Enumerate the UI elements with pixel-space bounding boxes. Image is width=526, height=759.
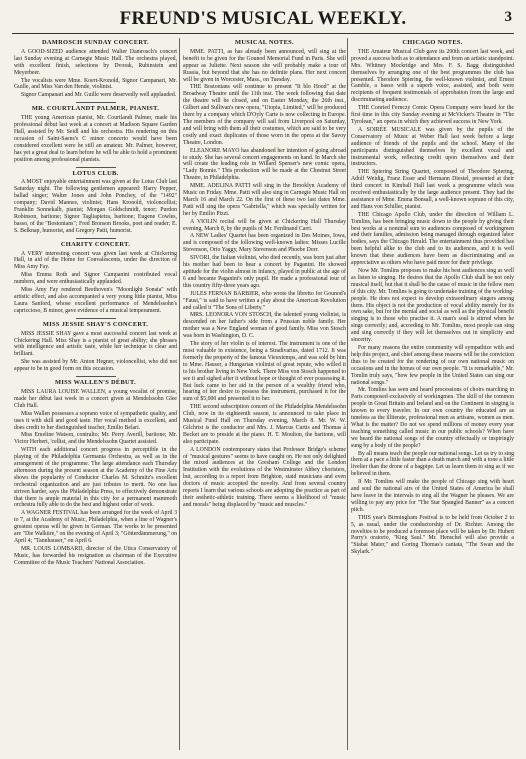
article-paragraph: MME. PATTI, as has already been announced, will sing at the benefit to be given for the Gounod Memorial Fund in Paris. She will appear as Juliette. Next season she will probably make a tour of Russia, but beyond that she has no definite plans. Her next concert will be given in Worcester, Mass., on Tuesday. [183, 48, 346, 83]
article-paragraph: SIVORI, the Italian violinist, who died recently, was born just after his mother had been to hear a concert by Paganini. He showed aptitude for the violin almost in infancy, played in public at the age of 6 and became Paganini's only pupil. He made a professional tour of this country fifty-three years ago. [183, 255, 346, 289]
article-paragraph: THE second subscription concert of the Philadelphia Mendelssohn Club, now in its eighteenth season, is announced to take place in Musical Fund Hall on Thursday evening, March 8. Mr. W. W. Gilchrist is the conductor and Mrs. J. Marcus Curtis and Thomas à Becket are to preside at the piano. H. T. Moulton, the baritone, will also participate. [183, 404, 346, 445]
article-paragraph: For many reasons the entire community will sympathize with and help this project, and chief among these reasons will be the conviction thus to be created for the rendering of our own national music on occasions and in the homes of our own people. "It is remarkable," Mr. Tomlin truly says, "how few people in the United States can sing our national songs." [351, 344, 514, 386]
masthead-rule [12, 33, 514, 34]
article-paragraph: JULES FERNAN BARBIER, who wrote the libretto for Gounod's "Faust," is said to have written a play about the American Revolution and called it "The Sons of Liberty." [183, 290, 346, 311]
article-paragraph: MISS JESSIE SHAY gave a most successful concert last week at Chickering Hall. Miss Shay is a pianist of great ability; she phrases with intelligence and artistic taste, while her technique is clear and brilliant. [14, 330, 177, 358]
article-paragraph: A NEW Ladies' Quartet has been organized in Des Moines, Iowa, and is composed of the following well-known ladies: Misses Lucille Stevenson, Orio Yaggy, Mary Stevenson and Phoebe Dorr. [183, 233, 346, 254]
article-paragraph: The vocalists were Mme. Koert-Kronold, Signor Campanari, Mr. Guille, and Miss Van den Hende, violinist. [14, 77, 177, 91]
article-paragraph: Mr. Tomlins has seen and heard processions of choirs marching in Paris composed exclusively of workingmen. The skill of the common people in Great Britain and Ireland and on the Continent in singing is known to every traveler. In our own country the educated are as tuneless as the illiterate, professional men as artisans, women as men. What is the matter? Do not we spend millions of money every year teaching something called music in our public schools? When have we heard the national songs of the country effectually or inspiringly sung by a body of the people? [351, 387, 514, 449]
article-paragraph: MME. ADELINA PATTI will sing in the Brooklyn Academy of Music on Friday. Mme. Patti will also sing in Carnegie Music Hall on March 16 and March 22. On the first of these two last dates Mme. Patti will sing the opera "Gabriella," which was specially written for her by Emilio Pizzi. [183, 183, 346, 217]
article-paragraph: WITH each additional concert progress in perceptible in the playing of the Philadelphia Germania Orchestra, as well as in the arrangement of the programme. The large attendance each Thursday afternoon during the present season at the Academy of the Fine Arts shows the popularity of Conductor Charles M. Schmitz's excellent orchestral organization and are just tributes to merit. No one has striven harder, says the Philadelphia Press, to effectively demonstrate that there is ample material in this city for a permanent mammoth orchestra fully able to do the best and highest order of work. [14, 447, 177, 509]
article-paragraph: MISS LAURA LOUISE WALLEN, a young vocalist of promise, made her début last week in a concert given at Mendelssohn Glee Club Hall. [14, 388, 177, 409]
article-paragraph: Now Mr. Tomlins proposes to make his best audiences sing as well as listen to singing. He desires that the Apollo Club shall be not only musical itself, but that it shall be the cause of music in the fellow men of this city. Mr. Tomlins is going to undertake training of the working-people. He does not expect to develop extraordinary singers among them. His object is not the production of vocal ability merely for its own sake, but for the mental and social as well as the physical benefit singing is to those who practise it. A man's soul is stirred when he sings correctly; and, according to Mr. Tomlins, most people can sing and sing correctly if they will let themselves out in simplicity and sincerity. [351, 268, 514, 344]
article-paragraph: MR. LOUIS LOMBARD, director of the Utica Conservatory of Music, has forwarded his resignation as chairman of the Executive Committee of the Music Teachers' National Association. [14, 545, 177, 566]
article-paragraph: A VERY interesting concert was given last week at Chickering Hall, in aid of the Home for Convalescents, under the direction of Miss Amy Fay. [14, 250, 177, 271]
page-number: 3 [504, 9, 512, 25]
article-paragraph: Signor Campanari and Mr. Guille were deservedly well applauded. [21, 92, 177, 99]
article-paragraph: If Mr. Tomlins will make the people of Chicago sing with heart and soul the national airs of the United States of America he shall have leave in the intervals to sing all the Wagner he pleases. We are willing to pay any price for "The Star Spangled Banner" as a concert pitch. [351, 479, 514, 513]
section-separator [76, 318, 116, 319]
article-paragraph: A LONDON contemporary states that Professor Bridge's scheme of "musical gestures" seems to have caught on. He not only delighted the mixed audiences at the Gresham College and the London Institution with the evolutions of the Westminster Abbey choristers, but, according to a report from Brighton, staid musicians and even doctors of music accepted the novelty. And from several country reports I learn that various schools are adopting the practice as part of their æsthetic-athletic training. There seems a likelihood of "music and morals" being displaced by "music and muscles." [183, 446, 346, 508]
column-divider [347, 38, 348, 750]
article-paragraph: The story of her violin is of interest. The instrument is one of the most valuable in existence, being a Stradivarius, dated 1712. It was formerly the property of the famous Vieuxtemps, and was sold by him to Mme. Hauser, a Hungarian violinist of great repute, who willed it to his brother living in New York. There Miss von Stosch happened to see it and sighed after it without hope or thought of ever possessing it. But luck came to her aid in the person of a wealthy friend who, hearing of her desire to possess the instrument, purchased it for the sum of $5,000 and presented it to her. [183, 341, 346, 403]
article-paragraph: Miss Emma Roth and Signor Campanini contributed vocal numbers, and were enthusiastically applauded. [14, 272, 177, 286]
article-paragraph: ELEANORE MAYO has abandoned her intention of going abroad to study. She has several concert engagements on hand. In March she will create the leading role in Willard Spenser's new comic opera, "Lady Bonnie." This production will be made at the Chestnut Street Theatre, in Philadelphia. [183, 147, 346, 182]
article-paragraph: A WAGNER FESTIVAL has been arranged for the week of April 3 to 7, at the Academy of Music, Philadelphia, when a line of Wagner's greatest operas will be given in German. The works to be presented are "Die Walküre," on the evening of April 3; "Götterdämmerung," on April 4; "Tannhauser," on April 6. [14, 510, 177, 544]
article-paragraph: A SOIRÉE MUSICALE was given by the pupils of the Conservatory of Music at Weber Hall last week before a large audience of friends of the pupils and the school. Many of the participants distinguished themselves by excellent vocal and instrumental work, reflecting credit upon themselves and their instructors. [351, 126, 514, 168]
article-paragraph: By all means teach the people our national songs. Let us try to sing them at a pace a little faster than a death march and with a tone a little livelier than the drone of a bagpipe. Let us learn them to sing as if we believed in them. [351, 450, 514, 478]
article-paragraph: THE Bostonians will continue to present "It blo Hood" at the Broadway Theatre until the 11th inst. The week following that date the theatre will be closed, and on Easter Monday, the 26th inst., Gilbert and Sullivan's new opera, "Utopia, Limited," will be produced there by a company which D'Oyly Carte is now collecting in Europe. The members of the company will sail from Liverpool on Saturday, and will bring with them all their costumes, which are said to be very costly and exact duplicates of those worn in the opera at the Savoy Theatre, London. [183, 84, 346, 146]
article-paragraph: THE Amateur Musical Club gave its 200th concert last week, and proved a success both as to attendance and from an artistic standpoint. Mrs. Whitney Mockridge and Mrs. F. S. Bagg distinguished themselves by arranging one of the best programmes the club has presented. Theodore Spiering, the well-known violinist, and Ernest Gamble, a basso with a superb voice, assisted, and both were recipients of frequent testimonials of approbation from the large and discriminating audience. [351, 48, 514, 104]
column-1 [14, 38, 177, 754]
article-heading: LOTUS CLUB. [72, 169, 119, 177]
article-paragraph: A GOOD-SIZED audience attended Walter Damrosch's concert last Sunday evening at Carnegie Music Hall. The orchestra played, with excellent finish, selections by Dvorak, Rubinstein and Meyerbeer. [14, 48, 177, 76]
article-heading: MUSICAL NOTES. [235, 39, 294, 46]
article-paragraph: THE young American pianist, Mr. Courtlandt Palmer, made his professional début last week at a concert at Madison Square Garden Hall, assisted by Mr. Seidl and his orchestra. His rendering on this occasion of Saint-Saens's C minor concerto would have been considered excellent were he still an amateur. Mr. Palmer, however, has yet a great deal to learn before he will be able to hold a prominent position among professional pianists. [14, 115, 177, 163]
article-paragraph: A VIOLIN recital will be given at Chickering Hall Thursday evening, March 8, by the pupils of Mr. Ferdinand Carri. [183, 218, 346, 232]
section-separator [76, 102, 116, 103]
article-paragraph: Miss Amy Fay rendered Beethoven's "Moonlight Sonata" with artistic effect, and also accompanied a very young little pianist, Miss Laura Sanford, whose excellent performance of Mendelssohn's capriccioso, B minor, gave evidence of a musical temperament. [14, 287, 177, 314]
column-3 [351, 38, 514, 754]
article-paragraph: She was assisted by Mr. Anton Hegner, violoncellist, who did not appear to be in good form on this occasion. [14, 359, 177, 373]
column-2 [183, 38, 346, 754]
article-heading: MISS WALLEN'S DÉBUT. [55, 379, 136, 387]
column-divider [179, 38, 180, 750]
section-separator [76, 167, 116, 168]
section-separator [76, 376, 116, 377]
masthead-title: FREUND'S MUSICAL WEEKLY. [119, 8, 407, 29]
article-paragraph: Miss Emeline Watson, contralto; Mr. Perry Averill, baritone; Mr. Victor Herbert, 'cellist, and the Mendelssohn Quartet assisted. [14, 432, 177, 446]
article-paragraph: MRS. LEONORA VON STOSCH, the talented young violinist, is descended on her father's side from a Prussian noble family. Her mother was a New England woman of good family. Miss von Stosch was born in Washington, D. C. [183, 312, 346, 340]
article-heading: CHICAGO NOTES. [402, 39, 463, 46]
article-heading: MR. COURTLANDT PALMER, PIANIST. [31, 105, 160, 113]
article-heading: MISS JESSIE SHAY'S CONCERT. [42, 320, 149, 328]
article-paragraph: THIS year's Birmingham Festival is to be held from October 2 to 5, as usual, under the conductorship of Dr. Richter. Among the novelties to be produced a foremost place will be taken by Dr. Hubert Parry's oratorio, "King Saul." Mr. Henschel will also provide a "Stabat Mater," and Goring Thomas's cantata, "The Swan and the Skylark." [351, 514, 514, 556]
article-paragraph: THE Chicago Apollo Club, under the direction of William L. Tomlins, has been bringing music down to the people by giving their best works at a nominal sum to audiences composed of workingmen and their families, admission being managed through organized labor bodies, says the Chicago Herald. The entertainment thus provided has been helpful alike to the club and to its audiences, and it is well known that these audiences have been as discriminating and as appreciative as others who have paid more for their privilege. [351, 211, 514, 267]
article-paragraph: THE Conried Fernczy Comic Opera Company were heard for the first time in this city Sunday evening at McVicker's Theatre in "The Tyrolean," an opera in which they achieved success in New York. [351, 105, 514, 125]
section-separator [76, 238, 116, 239]
masthead [0, 0, 526, 40]
article-paragraph: THE Spiering String Quartet, composed of Theodore Spiering, Adolf Weidig, Franz Esser and Hermann Diestel, presented at their third concert in Kimball Hall last week a programme which was received enthusiastically by the large audience present. They had the assistance of Mme. Emma Bonsall, a well-known soprano of this city, and Hans von Schiller, pianist. [351, 169, 514, 210]
article-heading: DAMROSCH SUNDAY CONCERT. [41, 39, 150, 46]
article-paragraph: A MOST enjoyable entertainment was given at the Lotus Club last Saturday night. The following gentlemen appeared: Harry Pepper, ballad singer; Walter Jones and John Ponchey, of the "1492" company; David Mannes, violinist; Hans Kronold, violoncellist; Franklin Sonnekalb, pianist; Morgan Goldschmidt, tenor; Purdon Robinson, baritone; Signor Tagliapietra, baritone; Eugene Cowles, basso, of the "Bostonians"; Fred Bronson Brooks, poet and reader; E. S. Belknap, humorist, and Gregory Patti, humorist. [14, 179, 177, 234]
article-heading: CHARITY CONCERT. [60, 240, 131, 248]
article-paragraph: Miss Wallen possesses a soprano voice of sympathetic quality, and uses it with skill and good taste. Her vocal method is excellent, and does credit to her distinguished teacher, Emilio Belari. [14, 410, 177, 431]
